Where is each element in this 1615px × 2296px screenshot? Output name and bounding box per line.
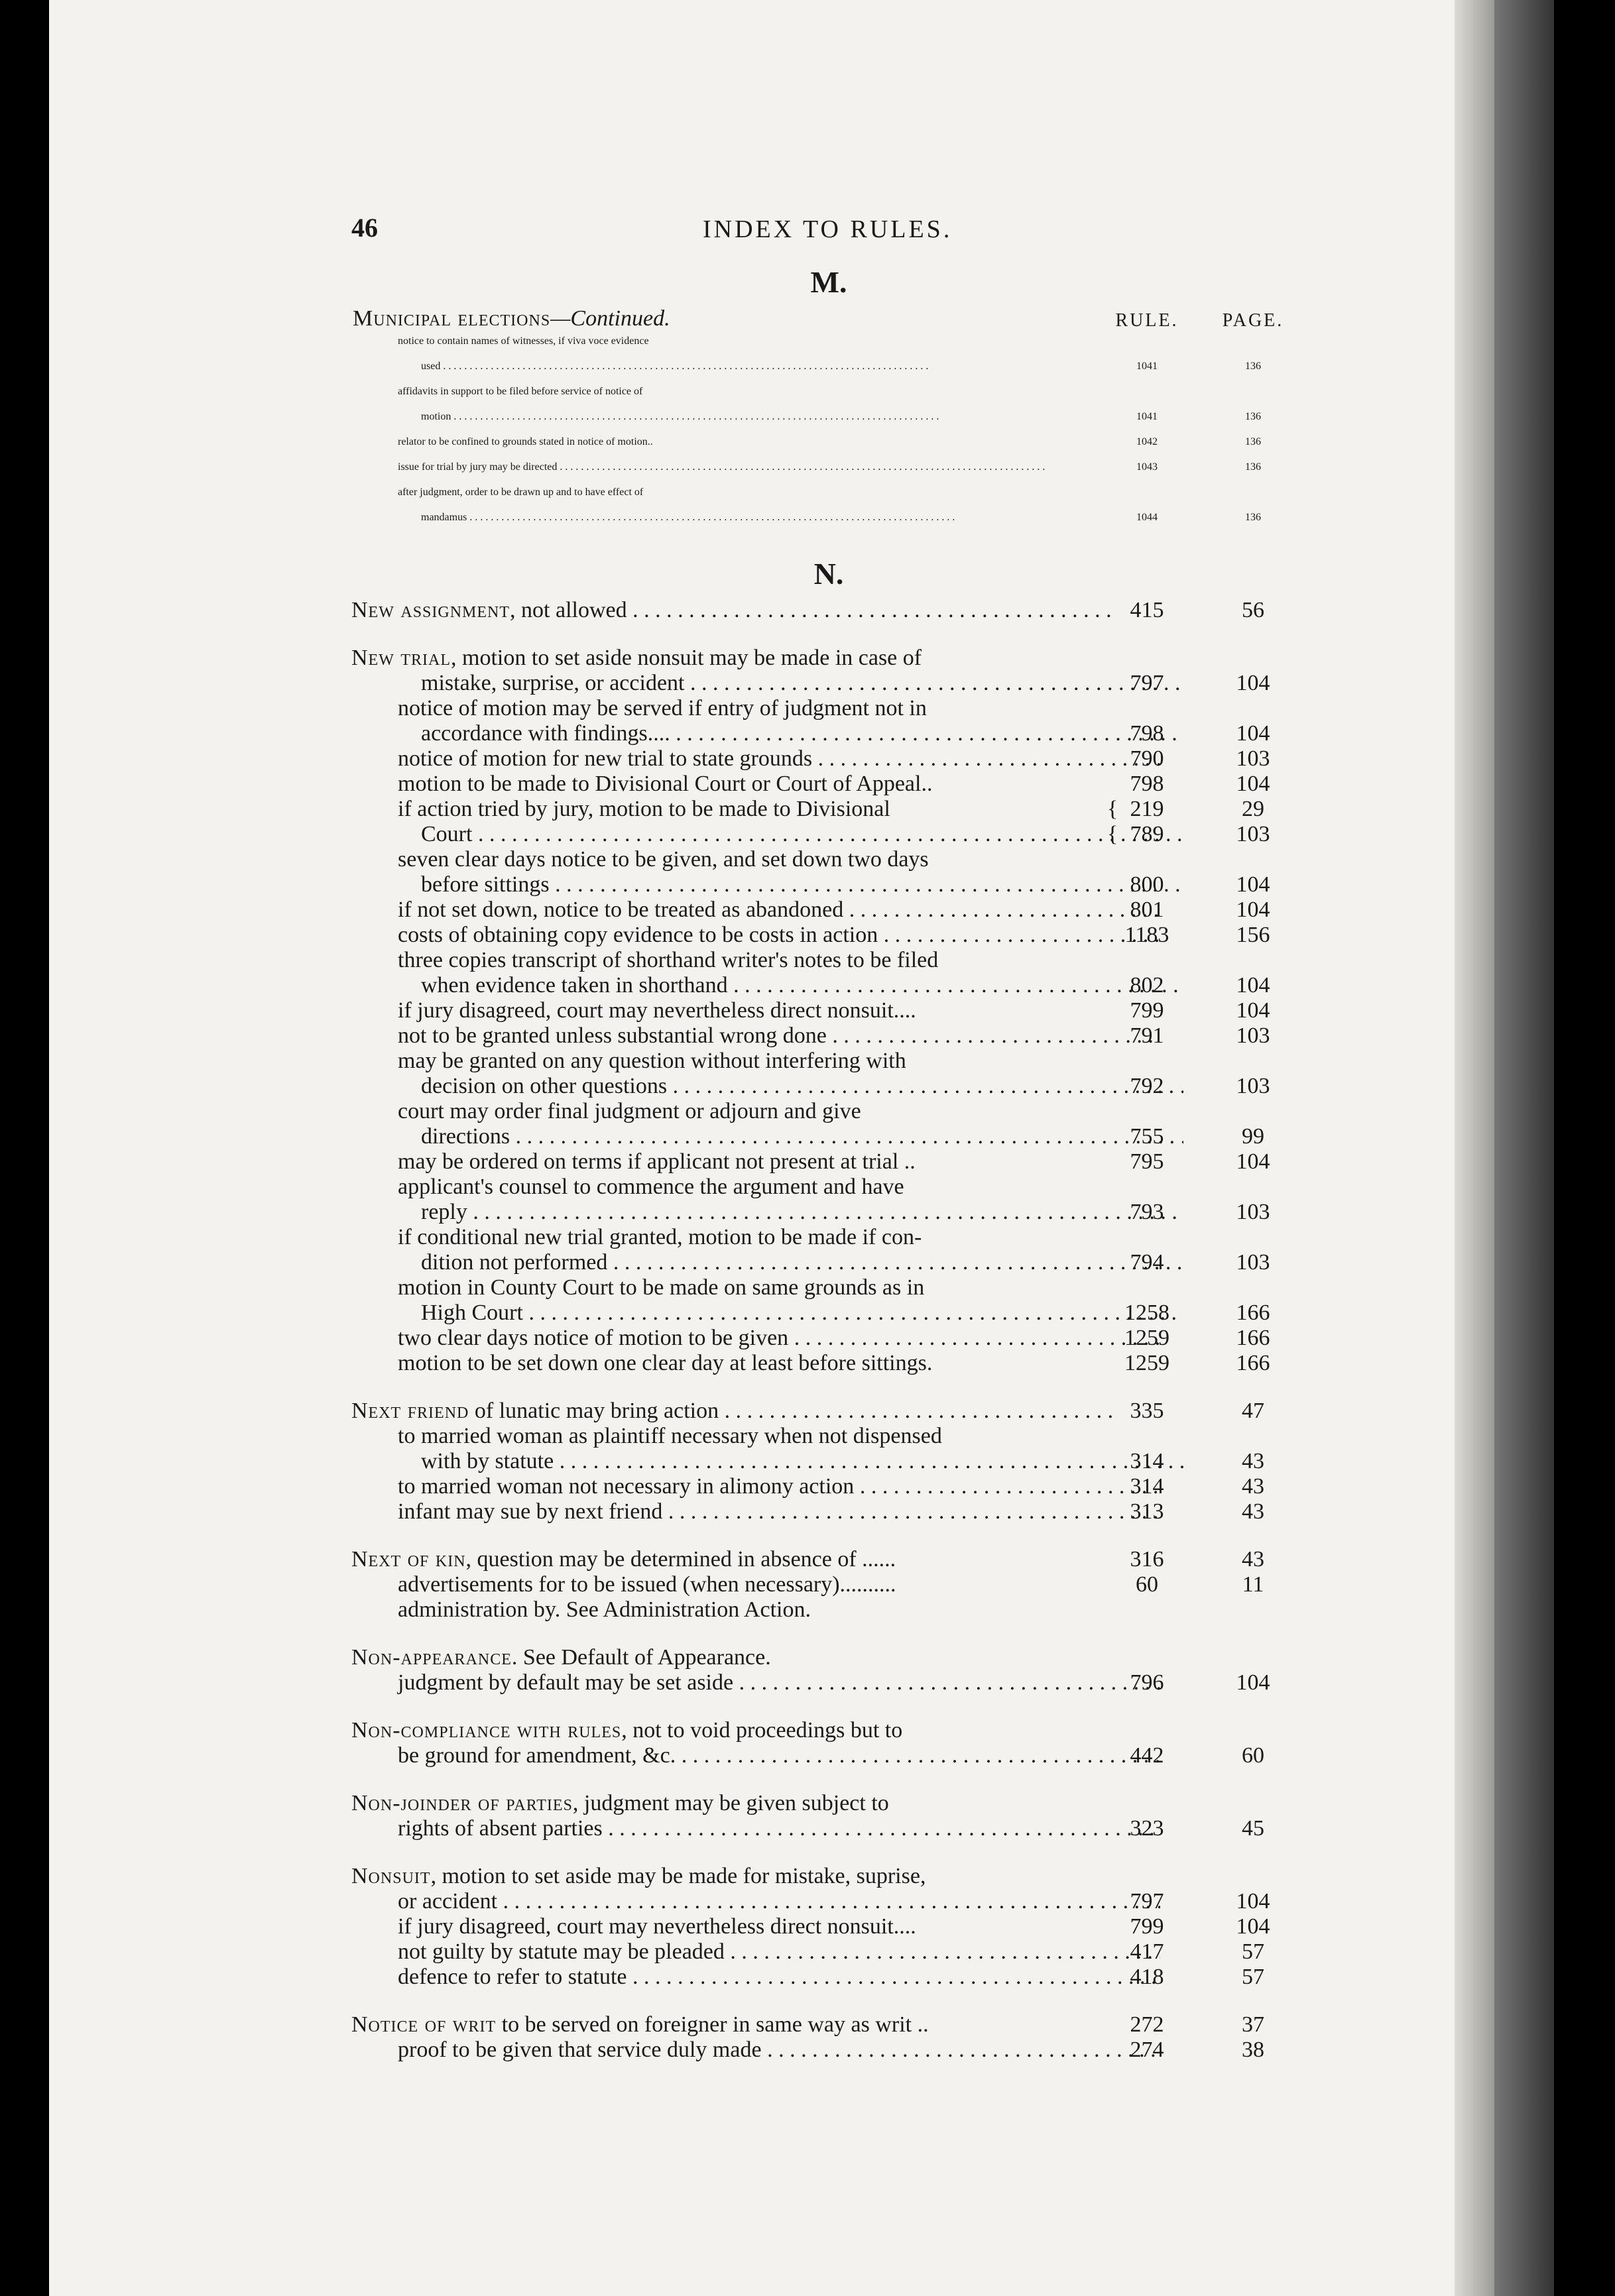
running-head (345, 212, 1313, 258)
page-reference: 136 (1245, 436, 1261, 447)
rule-number: 802 (1130, 973, 1164, 998)
index-line (345, 2012, 1313, 2038)
rule-number: 313 (1130, 1499, 1164, 1524)
index-entry (345, 1791, 1313, 1841)
index-line (345, 897, 1313, 923)
index-line-text: or accident . . . (345, 1889, 1160, 1914)
index-line-text: used . . . (345, 361, 1183, 373)
index-line (345, 1547, 1313, 1572)
rule-number: 796 (1130, 1670, 1164, 1695)
entry-head: Nonsuit (351, 1864, 431, 1888)
page-spine-shadow (1455, 0, 1494, 2296)
index-line (345, 1351, 1313, 1376)
page-reference: 104 (1236, 872, 1270, 897)
index-line-text: motion to be made to Divisional Court or Court of Appeal.. (398, 772, 933, 796)
entry-head: Non-appearance (351, 1645, 512, 1670)
rule-number: 1183 (1124, 923, 1169, 947)
rule-number: 793 (1130, 1200, 1164, 1224)
index-line (345, 948, 1313, 973)
rule-number: 795 (1130, 1149, 1164, 1174)
page-reference: 38 (1242, 2038, 1264, 2062)
index-line-text: defence to refer to statute . . . (345, 1965, 1160, 1990)
rule-number: 314 (1130, 1474, 1164, 1499)
page-reference: 99 (1242, 1124, 1264, 1149)
rule-number: 799 (1130, 998, 1164, 1023)
index-line (345, 1175, 1313, 1200)
index-line-text: notice of motion for new trial to state grounds . . . . (345, 746, 1160, 772)
index-line-text: affidavits in support to be filed before service of notice of (398, 386, 643, 397)
index-line-text: dition not performed . . . (345, 1250, 1183, 1275)
rule-number: 272 (1130, 2012, 1164, 2037)
index-line-text: not to be granted unless substantial wrong done . . . (345, 1023, 1160, 1049)
page-reference: 136 (1245, 461, 1261, 473)
index-line (345, 998, 1313, 1023)
index-line (345, 598, 1313, 623)
index-line (345, 1816, 1313, 1841)
index-line (345, 1149, 1313, 1175)
page-reference: 57 (1242, 1939, 1264, 1964)
index-line (345, 1939, 1313, 1965)
page-reference: 60 (1242, 1743, 1264, 1768)
index-line-text: relator to be confined to grounds stated in notice of motion.. (398, 436, 653, 447)
index-line (345, 973, 1313, 998)
index-line (345, 1864, 1313, 1889)
page-reference: 166 (1236, 1300, 1270, 1325)
index-line (345, 1275, 1313, 1300)
index-line (345, 461, 1313, 487)
page-reference: 103 (1236, 1023, 1270, 1048)
page-reference: 103 (1236, 1250, 1270, 1275)
m-entry-lines (345, 335, 1313, 537)
index-line-text: applicant's counsel to commence the argument and have (398, 1175, 904, 1199)
index-line-text: costs of obtaining copy evidence to be costs in action . . . (345, 923, 1160, 948)
index-line-text: Court . . . (345, 822, 1183, 847)
rule-number: 1041 (1136, 411, 1158, 422)
index-line-text: notice of motion may be served if entry of judgment not in (398, 696, 927, 720)
index-line (345, 361, 1313, 386)
rule-number: 797 (1130, 1889, 1164, 1914)
rule-number: 1041 (1136, 361, 1158, 372)
index-line-text: administration by. See Administration Action. (398, 1597, 811, 1622)
index-line-text: be ground for amendment, &c. . . . (345, 1743, 1160, 1768)
index-line (345, 1645, 1313, 1670)
rule-number: 789 (1130, 822, 1164, 846)
index-line (345, 512, 1313, 537)
rule-number: 798 (1130, 721, 1164, 746)
index-line (345, 1124, 1313, 1149)
rule-number: 1043 (1136, 461, 1158, 473)
page-reference: 43 (1242, 1547, 1264, 1572)
entry-head: New trial (351, 646, 451, 670)
index-line-text: judgment by default may be set aside . . . (345, 1670, 1160, 1695)
index-line-text: Non-compliance with rules, not to void proceedings but to (351, 1718, 903, 1743)
rule-number: 801 (1130, 897, 1164, 922)
rule-number: 794 (1130, 1250, 1164, 1275)
rule-number: 1044 (1136, 512, 1158, 523)
index-line-text: seven clear days notice to be given, and set down two days (398, 847, 929, 872)
index-line (345, 1670, 1313, 1695)
rule-number: 791 (1130, 1023, 1164, 1048)
entry-head: Non-joinder of parties (351, 1791, 573, 1815)
page-reference: 103 (1236, 822, 1270, 846)
index-line-text: Next of kin, question may be determined in absence of ...... (351, 1547, 896, 1572)
rule-number: 1259 (1124, 1351, 1169, 1375)
index-line (345, 1965, 1313, 1990)
brace-mark: { (1107, 797, 1118, 821)
index-line-text: motion to be set down one clear day at least before sittings. (398, 1351, 933, 1375)
page-reference: 103 (1236, 746, 1270, 771)
index-line (345, 1225, 1313, 1250)
index-line (345, 1250, 1313, 1275)
continued-label: —Continued. (550, 306, 670, 331)
page-reference: 103 (1236, 1200, 1270, 1224)
page-reference: 104 (1236, 1889, 1270, 1914)
page-reference: 43 (1242, 1499, 1264, 1524)
page-reference: 104 (1236, 1670, 1270, 1695)
index-line (345, 1572, 1313, 1597)
index-line-text: Next friend of lunatic may bring action . . . (345, 1399, 1114, 1424)
page-reference: 56 (1242, 598, 1264, 622)
index-line (345, 847, 1313, 872)
page-reference: 104 (1236, 721, 1270, 746)
rule-number: 442 (1130, 1743, 1164, 1768)
index-line (345, 797, 1313, 822)
page-reference: 11 (1242, 1572, 1264, 1597)
index-entry (345, 1399, 1313, 1524)
rule-number: 755 (1130, 1124, 1164, 1149)
index-line (345, 436, 1313, 461)
index-line (345, 923, 1313, 948)
index-line-text: if jury disagreed, court may nevertheless direct nonsuit.... (398, 998, 916, 1023)
index-line-text: if action tried by jury, motion to be made to Divisional (398, 797, 890, 821)
index-line (345, 1300, 1313, 1326)
n-section-entries (345, 598, 1313, 2063)
index-entry (345, 1645, 1313, 1695)
index-line-text: decision on other questions . . . (345, 1074, 1183, 1099)
index-line-text: to married woman not necessary in alimony action . . . (345, 1474, 1160, 1499)
running-title: INDEX TO RULES. (703, 215, 953, 243)
rule-number: 798 (1130, 772, 1164, 796)
section-letter-n: N. (813, 557, 844, 591)
page-reference: 166 (1236, 1326, 1270, 1350)
index-line (345, 1499, 1313, 1524)
rule-number: 219 (1130, 797, 1164, 821)
index-line-text: Non-appearance. See Default of Appearance. (351, 1645, 771, 1670)
page-column-header: PAGE. (1222, 310, 1284, 331)
rule-number: 417 (1130, 1939, 1164, 1964)
index-line (345, 1889, 1313, 1914)
rule-number: 274 (1130, 2038, 1164, 2062)
index-line-text: after judgment, order to be drawn up and to have effect of (398, 487, 644, 498)
page-reference: 37 (1242, 2012, 1264, 2037)
index-line-text: infant may sue by next friend . . . (345, 1499, 1160, 1524)
page-reference: 104 (1236, 973, 1270, 998)
rule-number: 1042 (1136, 436, 1158, 447)
index-line-text: Notice of writ to be served on foreigner in same way as writ .. (351, 2012, 929, 2037)
index-line (345, 1326, 1313, 1351)
index-line (345, 386, 1313, 411)
entry-head: Non-compliance with rules (351, 1718, 622, 1743)
index-line (345, 1200, 1313, 1225)
index-line-text: New assignment, not allowed . . . (345, 598, 1114, 623)
page-reference: 103 (1236, 1074, 1270, 1098)
index-line-text: may be granted on any question without interfering with (398, 1049, 906, 1073)
page-reference: 104 (1236, 998, 1270, 1023)
page-reference: 104 (1236, 1149, 1270, 1174)
index-line (345, 646, 1313, 671)
index-line (345, 1074, 1313, 1099)
index-line-text: three copies transcript of shorthand writer's notes to be filed (398, 948, 939, 972)
index-line-text: mistake, surprise, or accident . . . (345, 671, 1183, 696)
index-entry (345, 598, 1313, 623)
page-reference: 166 (1236, 1351, 1270, 1375)
index-line (345, 1597, 1313, 1623)
index-line (345, 411, 1313, 436)
rule-number: 316 (1130, 1547, 1164, 1572)
index-line-text: to married woman as plaintiff necessary when not dispensed (398, 1424, 942, 1448)
rule-number: 1258 (1124, 1300, 1169, 1325)
page-reference: 57 (1242, 1965, 1264, 1989)
index-line (345, 487, 1313, 512)
index-line-text: directions . . . (345, 1124, 1183, 1149)
entry-head: Notice of writ (351, 2012, 497, 2037)
page-number: 46 (351, 213, 378, 243)
entry-head: Municipal elections (353, 306, 551, 331)
page-reference: 43 (1242, 1449, 1264, 1473)
index-line-text: court may order final judgment or adjourn and give (398, 1099, 861, 1123)
column-header-row (345, 306, 1313, 335)
index-line (345, 1791, 1313, 1816)
brace-mark: { (1107, 822, 1118, 846)
index-line-text: if jury disagreed, court may nevertheless direct nonsuit.... (398, 1914, 916, 1939)
index-line (345, 671, 1313, 696)
index-line-text: two clear days notice of motion to be given . . . (345, 1326, 1160, 1351)
index-line-text: Non-joinder of parties, judgment may be given subject to (351, 1791, 889, 1815)
index-line (345, 1743, 1313, 1768)
rule-number: 335 (1130, 1399, 1164, 1423)
index-entry (345, 646, 1313, 1376)
rule-number: 415 (1130, 598, 1164, 622)
index-line (345, 696, 1313, 721)
index-line (345, 335, 1313, 361)
index-line-text: rights of absent parties . . . (345, 1816, 1160, 1841)
index-line-text: accordance with findings.... . . . (345, 721, 1183, 746)
index-line (345, 746, 1313, 772)
page-reference: 29 (1242, 797, 1264, 821)
rule-number: 314 (1130, 1449, 1164, 1473)
index-entry (345, 1864, 1313, 1990)
index-line-text: if not set down, notice to be treated as abandoned . . . (345, 897, 1160, 923)
page-reference: 136 (1245, 512, 1261, 523)
index-line (345, 1718, 1313, 1743)
entry-head: New assignment (351, 598, 510, 622)
index-line-text: notice to contain names of witnesses, if viva voce evidence (398, 335, 649, 347)
page-reference: 104 (1236, 897, 1270, 922)
index-line (345, 1914, 1313, 1939)
page-reference: 136 (1245, 361, 1261, 372)
entry-head: Next friend (351, 1399, 469, 1423)
rule-number: 797 (1130, 671, 1164, 695)
index-line-text: Nonsuit, motion to set aside may be made for mistake, suprise, (351, 1864, 926, 1888)
rule-number: 323 (1130, 1816, 1164, 1841)
rule-number: 799 (1130, 1914, 1164, 1939)
index-line-text: New trial, motion to set aside nonsuit may be made in case of (351, 646, 922, 670)
page-reference: 45 (1242, 1816, 1264, 1841)
index-entry (345, 1718, 1313, 1768)
page-reference: 156 (1236, 923, 1270, 947)
index-line (345, 1023, 1313, 1049)
index-line (345, 1449, 1313, 1474)
index-line (345, 772, 1313, 797)
index-line (345, 1049, 1313, 1074)
page-reference: 43 (1242, 1474, 1264, 1499)
index-line-text: mandamus . . . (345, 512, 1183, 524)
index-line-text: reply . . . (345, 1200, 1183, 1225)
page-reference: 104 (1236, 1914, 1270, 1939)
rule-number: 800 (1130, 872, 1164, 897)
page-fore-edge (1494, 0, 1554, 2296)
index-line-text: when evidence taken in shorthand . . . (345, 973, 1183, 998)
index-line (345, 822, 1313, 847)
index-line-text: before sittings . . . (345, 872, 1183, 897)
index-line-text: High Court . . . (345, 1300, 1183, 1326)
index-line-text: motion . . . (345, 411, 1183, 423)
index-line (345, 1399, 1313, 1424)
rule-number: 60 (1136, 1572, 1158, 1597)
index-text-area (345, 212, 1313, 2067)
index-line (345, 721, 1313, 746)
page-reference: 104 (1236, 772, 1270, 796)
index-line-text: not guilty by statute may be pleaded . . . (345, 1939, 1160, 1965)
index-line-text: advertisements for to be issued (when necessary).......... (398, 1572, 896, 1597)
rule-column-header: RULE. (1115, 310, 1179, 331)
index-line-text: issue for trial by jury may be directed . . . (345, 461, 1160, 473)
index-entry (345, 2012, 1313, 2063)
index-line-text: proof to be given that service duly made . . . (345, 2038, 1160, 2063)
index-line (345, 872, 1313, 897)
index-entry (345, 1547, 1313, 1623)
index-line (345, 2038, 1313, 2063)
page-reference: 104 (1236, 671, 1270, 695)
entry-head: Next of kin (351, 1547, 466, 1572)
rule-number: 790 (1130, 746, 1164, 771)
rule-number: 1259 (1124, 1326, 1169, 1350)
continued-heading (353, 306, 670, 331)
index-line (345, 1474, 1313, 1499)
index-line (345, 1424, 1313, 1449)
index-line-text: with by statute . . . (345, 1449, 1183, 1474)
rule-number: 792 (1130, 1074, 1164, 1098)
index-line-text: may be ordered on terms if applicant not present at trial .. (398, 1149, 916, 1174)
index-line (345, 1099, 1313, 1124)
index-line-text: motion in County Court to be made on same grounds as in (398, 1275, 925, 1300)
index-line-text: if conditional new trial granted, motion to be made if con- (398, 1225, 922, 1249)
page-reference: 47 (1242, 1399, 1264, 1423)
rule-number: 418 (1130, 1965, 1164, 1989)
page-reference: 136 (1245, 411, 1261, 422)
section-letter-m: M. (810, 265, 847, 299)
